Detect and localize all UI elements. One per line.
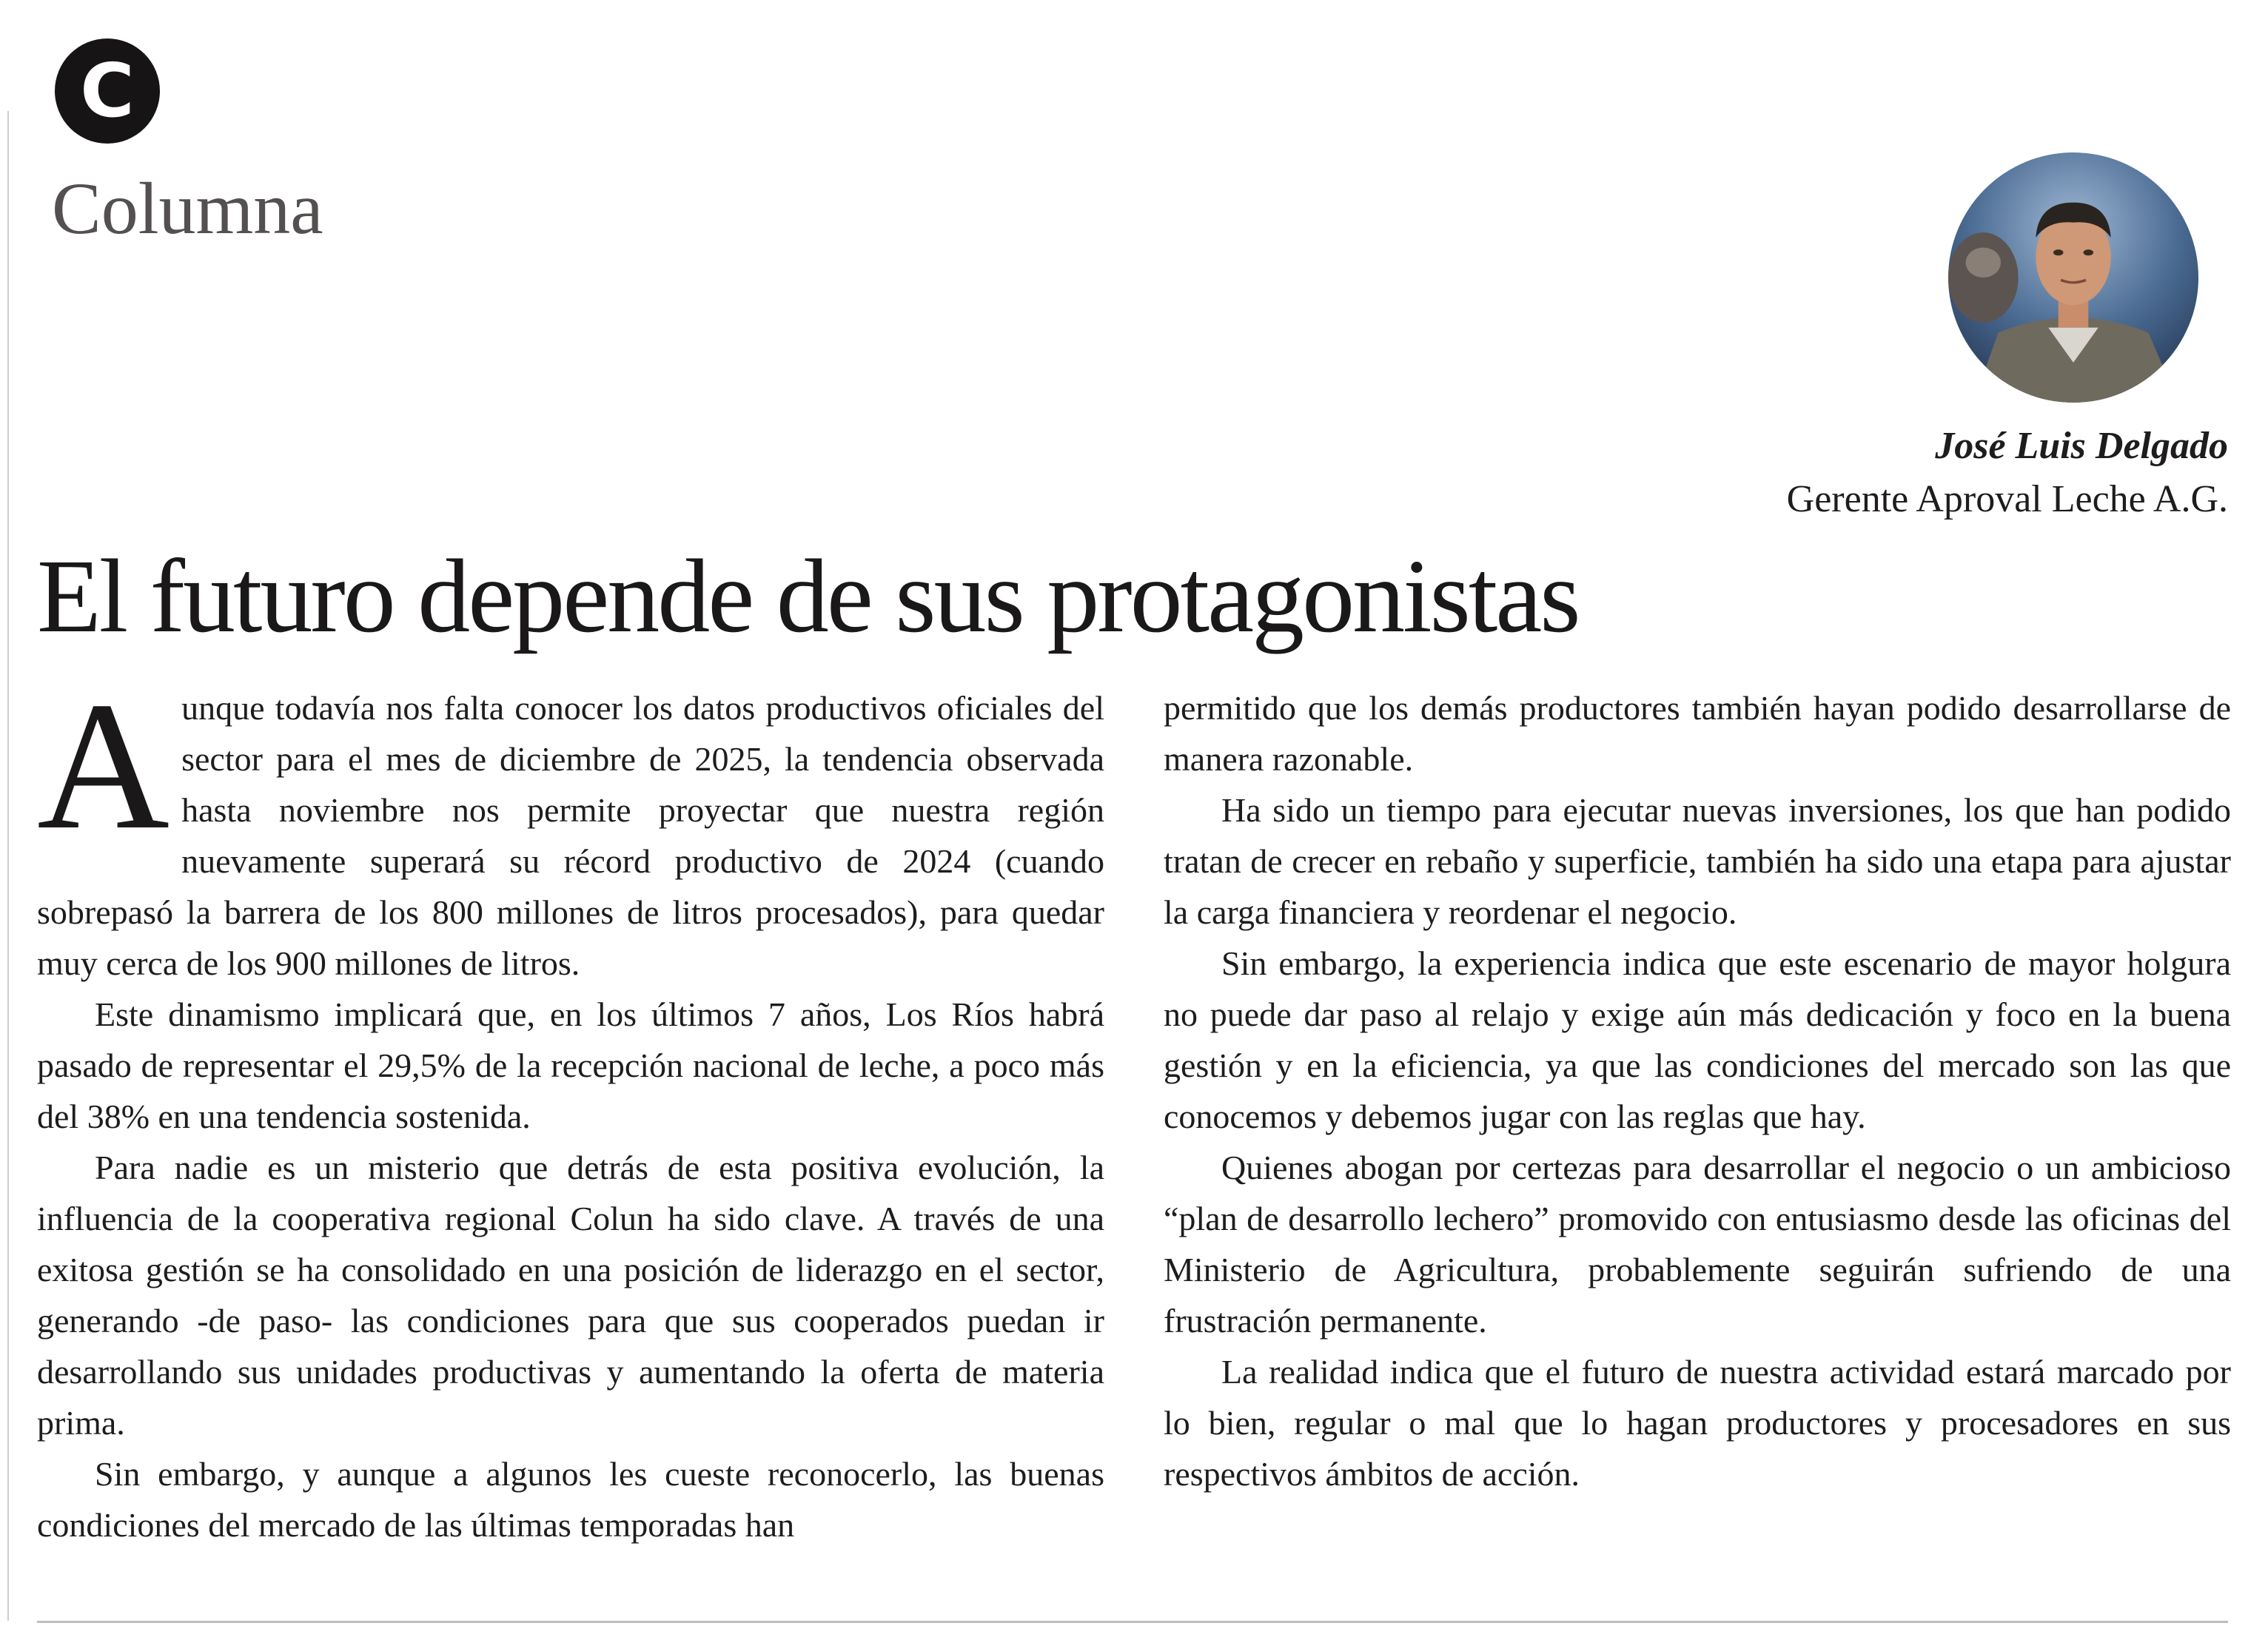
drop-cap: A xyxy=(37,664,170,867)
article-headline: El futuro depende de sus protagonistas xyxy=(37,537,1579,654)
column-badge-icon: C xyxy=(55,38,160,144)
paragraph-text: unque todavía nos falta conocer los datos productivos oficiales del sector para el mes de diciembre de 2025, la tendencia observada hasta noviembre nos permite proyectar que nuestra región nuevamente superará su récord productivo de 2024 (cuando sobrepasó la barrera de los 800 millones de litros procesados), para quedar muy cerca de los 900 millones de litros. xyxy=(37,689,1104,982)
bottom-rule xyxy=(37,1621,2228,1623)
article-column-1 xyxy=(37,664,1104,1550)
article-paragraph: Quienes abogan por certezas para desarrollar el negocio o un ambicioso “plan de desarrollo lechero” promovido con entusiasmo desde las oficinas del Ministerio de Agricultura, probablemente seguirán sufriendo de una frustración permanente. xyxy=(1164,1149,2231,1340)
article-paragraph: Este dinamismo implicará que, en los últimos 7 años, Los Ríos habrá pasado de representar el 29,5% de la recepción nacional de leche, a poco más del 38% en una tendencia sostenida. xyxy=(37,995,1104,1135)
author-portrait-image xyxy=(1948,152,2198,403)
article-paragraph: Sin embargo, la experiencia indica que este escenario de mayor holgura no puede dar paso al relajo y exige aún más dedicación y foco en la buena gestión y en la eficiencia, ya que las condiciones del mercado son las que conocemos y debemos jugar con las reglas que hay. xyxy=(1164,944,2231,1135)
section-label: Columna xyxy=(52,167,323,249)
article-paragraph: Sin embargo, y aunque a algunos les cueste reconocerlo, las buenas condiciones del mercado de las últimas temporadas han xyxy=(37,1455,1104,1544)
article-paragraph: Para nadie es un misterio que detrás de esta positiva evolución, la influencia de la cooperativa regional Colun ha sido clave. A través de una exitosa gestión se ha consolidado en una posición de liderazgo en el sector, generando -de paso- las condiciones para que sus cooperados puedan ir desarrollando sus unidades productivas y aumentando la oferta de materia prima. xyxy=(37,1149,1104,1442)
article-paragraph xyxy=(37,664,1104,989)
author-role: Gerente Aproval Leche A.G. xyxy=(1786,478,2228,520)
article-paragraph: permitido que los demás productores también hayan podido desarrollarse de manera razonable. xyxy=(1164,689,2231,778)
author-photo xyxy=(1948,152,2198,403)
author-name: José Luis Delgado xyxy=(1935,425,2228,467)
article-paragraph: Ha sido un tiempo para ejecutar nuevas inversiones, los que han podido tratan de crecer en rebaño y superficie, también ha sido una etapa para ajustar la carga financiera y reordenar el negocio. xyxy=(1164,791,2231,931)
article-paragraph: La realidad indica que el futuro de nuestra actividad estará marcado por lo bien, regular o mal que lo hagan productores y procesadores en sus respectivos ámbitos de acción. xyxy=(1164,1353,2231,1493)
article-column-2 xyxy=(1164,682,2231,1499)
left-border-rule xyxy=(7,111,9,1621)
